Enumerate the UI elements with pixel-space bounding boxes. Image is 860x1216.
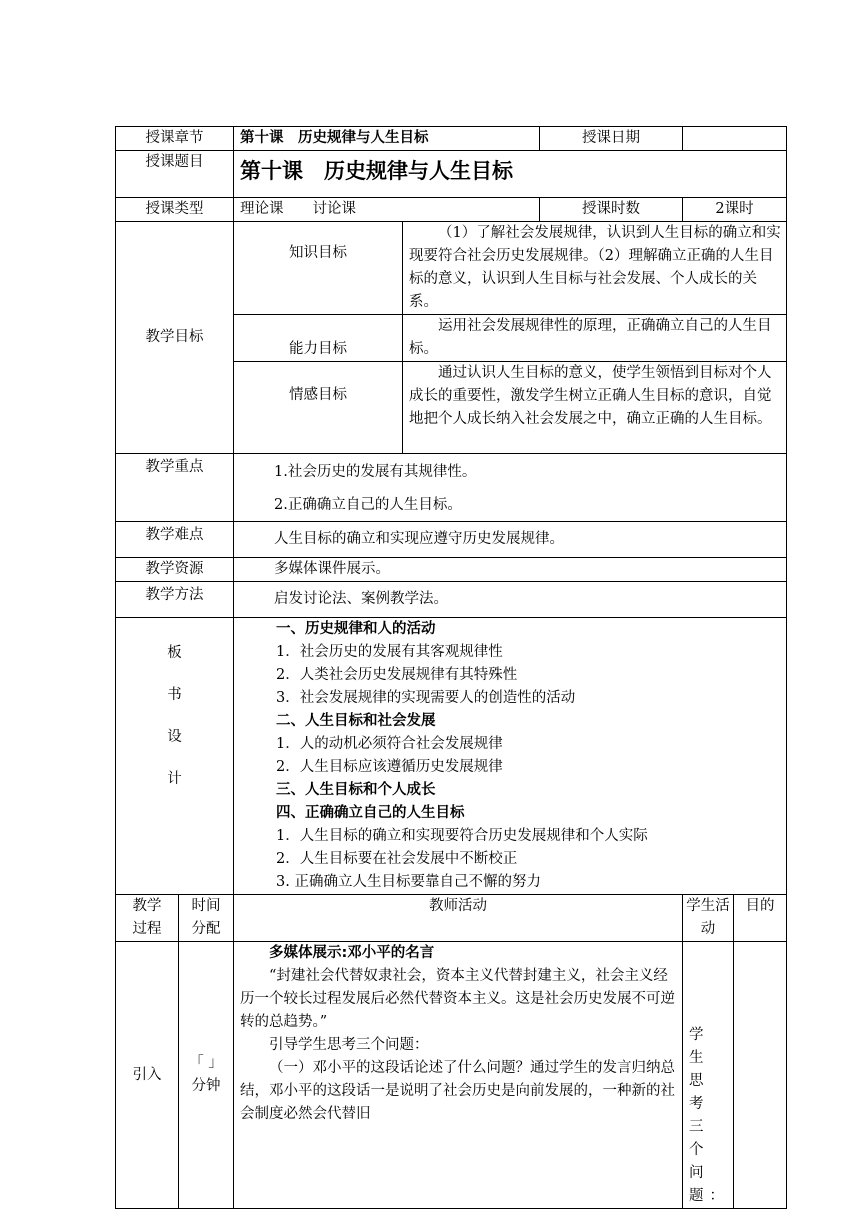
header-line: 教学 bbox=[132, 898, 162, 914]
emotion-goal-label: 情感目标 bbox=[234, 362, 403, 454]
chapter-value: 第十课 历史规律与人生目标 bbox=[234, 127, 540, 151]
time-unit: 分钟 bbox=[191, 1078, 221, 1094]
student-activity-header bbox=[683, 895, 734, 942]
board-label-char: 书 bbox=[167, 687, 182, 703]
board-section-heading: 四、正确确立自己的人生目标 bbox=[276, 805, 465, 821]
difficulty-label: 教学难点 bbox=[116, 522, 234, 558]
keypoint-item: 2.正确确立自己的人生目标。 bbox=[274, 497, 462, 513]
board-item: 3. 正确确立人生目标要靠自己不懈的努力 bbox=[276, 874, 541, 890]
goals-label: 教学目标 bbox=[116, 222, 234, 454]
intro-time bbox=[179, 942, 234, 1209]
student-activity-content: 学生思考三个问题： bbox=[683, 942, 734, 1209]
board-design-content bbox=[234, 618, 787, 895]
time-blank: 「 」 bbox=[189, 1055, 223, 1071]
header-line: 学生活 bbox=[686, 898, 730, 914]
topic-label: 授课题目 bbox=[116, 151, 234, 198]
intro-guide: 引导学生思考三个问题： bbox=[269, 1037, 429, 1053]
board-section-heading: 三、人生目标和个人成长 bbox=[276, 782, 436, 798]
purpose-content bbox=[734, 942, 787, 1209]
ability-goal-text: 运用社会发展规律性的原理，正确确立自己的人生目标。 bbox=[403, 315, 787, 362]
lesson-plan-document bbox=[115, 126, 786, 1209]
board-item: 2．人生目标应该遵循历史发展规律 bbox=[276, 759, 503, 775]
header-line: 时间 bbox=[191, 898, 221, 914]
resources-text: 多媒体课件展示。 bbox=[234, 558, 787, 582]
resources-label: 教学资源 bbox=[116, 558, 234, 582]
header-line: 分配 bbox=[191, 921, 221, 937]
board-item: 2．人生目标要在社会发展中不断校正 bbox=[276, 851, 518, 867]
date-label: 授课日期 bbox=[540, 127, 683, 151]
board-label-char: 设 bbox=[167, 729, 182, 745]
emotion-goal-text: 通过认识人生目标的意义，使学生领悟到目标对个人成长的重要性，激发学生树立正确人生目标的意识，自觉地把个人成长纳入社会发展之中，确立正确的人生目标。 bbox=[403, 362, 787, 454]
keypoints-label: 教学重点 bbox=[116, 454, 234, 522]
difficulty-text: 人生目标的确立和实现应遵守历史发展规律。 bbox=[234, 522, 787, 558]
chapter-label: 授课章节 bbox=[116, 127, 234, 151]
intro-heading: 多媒体展示:邓小平的名言 bbox=[269, 945, 435, 961]
board-section-heading: 二、人生目标和社会发展 bbox=[276, 713, 436, 729]
ability-goal-label: 能力目标 bbox=[234, 315, 403, 362]
purpose-header: 目的 bbox=[734, 895, 787, 942]
methods-text: 启发讨论法、案例教学法。 bbox=[234, 582, 787, 618]
keypoint-item: 1.社会历史的发展有其规律性。 bbox=[274, 464, 477, 480]
board-design-label bbox=[116, 618, 234, 895]
hours-value: 2课时 bbox=[683, 198, 787, 222]
lesson-plan-table bbox=[115, 126, 787, 1209]
header-line: 过程 bbox=[132, 921, 162, 937]
topic-value: 第十课 历史规律与人生目标 bbox=[234, 151, 787, 198]
board-label-char: 板 bbox=[167, 645, 182, 661]
process-stage-header bbox=[116, 895, 179, 942]
intro-quote: “封建社会代替奴隶社会，资本主义代替封建主义，社会主义经历一个较长过程发展后必然代替资本主义。这是社会历史发展不可逆转的总趋势。” bbox=[240, 968, 675, 1030]
board-item: 2．人类社会历史发展规律有其特殊性 bbox=[276, 667, 518, 683]
date-value bbox=[683, 127, 787, 151]
header-line: 动 bbox=[700, 921, 716, 937]
board-item: 1．人的动机必须符合社会发展规律 bbox=[276, 736, 503, 752]
intro-stage: 引入 bbox=[116, 942, 179, 1209]
hours-label: 授课时数 bbox=[540, 198, 683, 222]
board-section-heading: 一、历史规律和人的活动 bbox=[276, 621, 436, 637]
board-item: 1．社会历史的发展有其客观规律性 bbox=[276, 644, 503, 660]
methods-label: 教学方法 bbox=[116, 582, 234, 618]
type-value: 理论课 讨论课 bbox=[234, 198, 540, 222]
knowledge-goal-text: （1）了解社会发展规律，认识到人生目标的确立和实现要符合社会历史发展规律。（2）理解确立正确的人生目标的意义，认识到人生目标与社会发展、个人成长的关系。 bbox=[403, 222, 787, 315]
teacher-activity-header: 教师活动 bbox=[234, 895, 683, 942]
type-label: 授课类型 bbox=[116, 198, 234, 222]
teacher-activity-content bbox=[234, 942, 683, 1209]
board-lines bbox=[234, 618, 786, 894]
intro-question-1: （一）邓小平的这段话论述了什么问题？通过学生的发言归纳总结，邓小平的这段话一是说明了社会历史是向前发展的，一种新的社会制度必然会代替旧 bbox=[240, 1060, 675, 1122]
keypoints-list bbox=[234, 454, 787, 522]
board-label-char: 计 bbox=[167, 771, 182, 787]
board-item: 1．人生目标的确立和实现要符合历史发展规律和个人实际 bbox=[276, 828, 648, 844]
time-allocation-header bbox=[179, 895, 234, 942]
board-item: 3．社会发展规律的实现需要人的创造性的活动 bbox=[276, 690, 576, 706]
knowledge-goal-label: 知识目标 bbox=[234, 222, 403, 315]
